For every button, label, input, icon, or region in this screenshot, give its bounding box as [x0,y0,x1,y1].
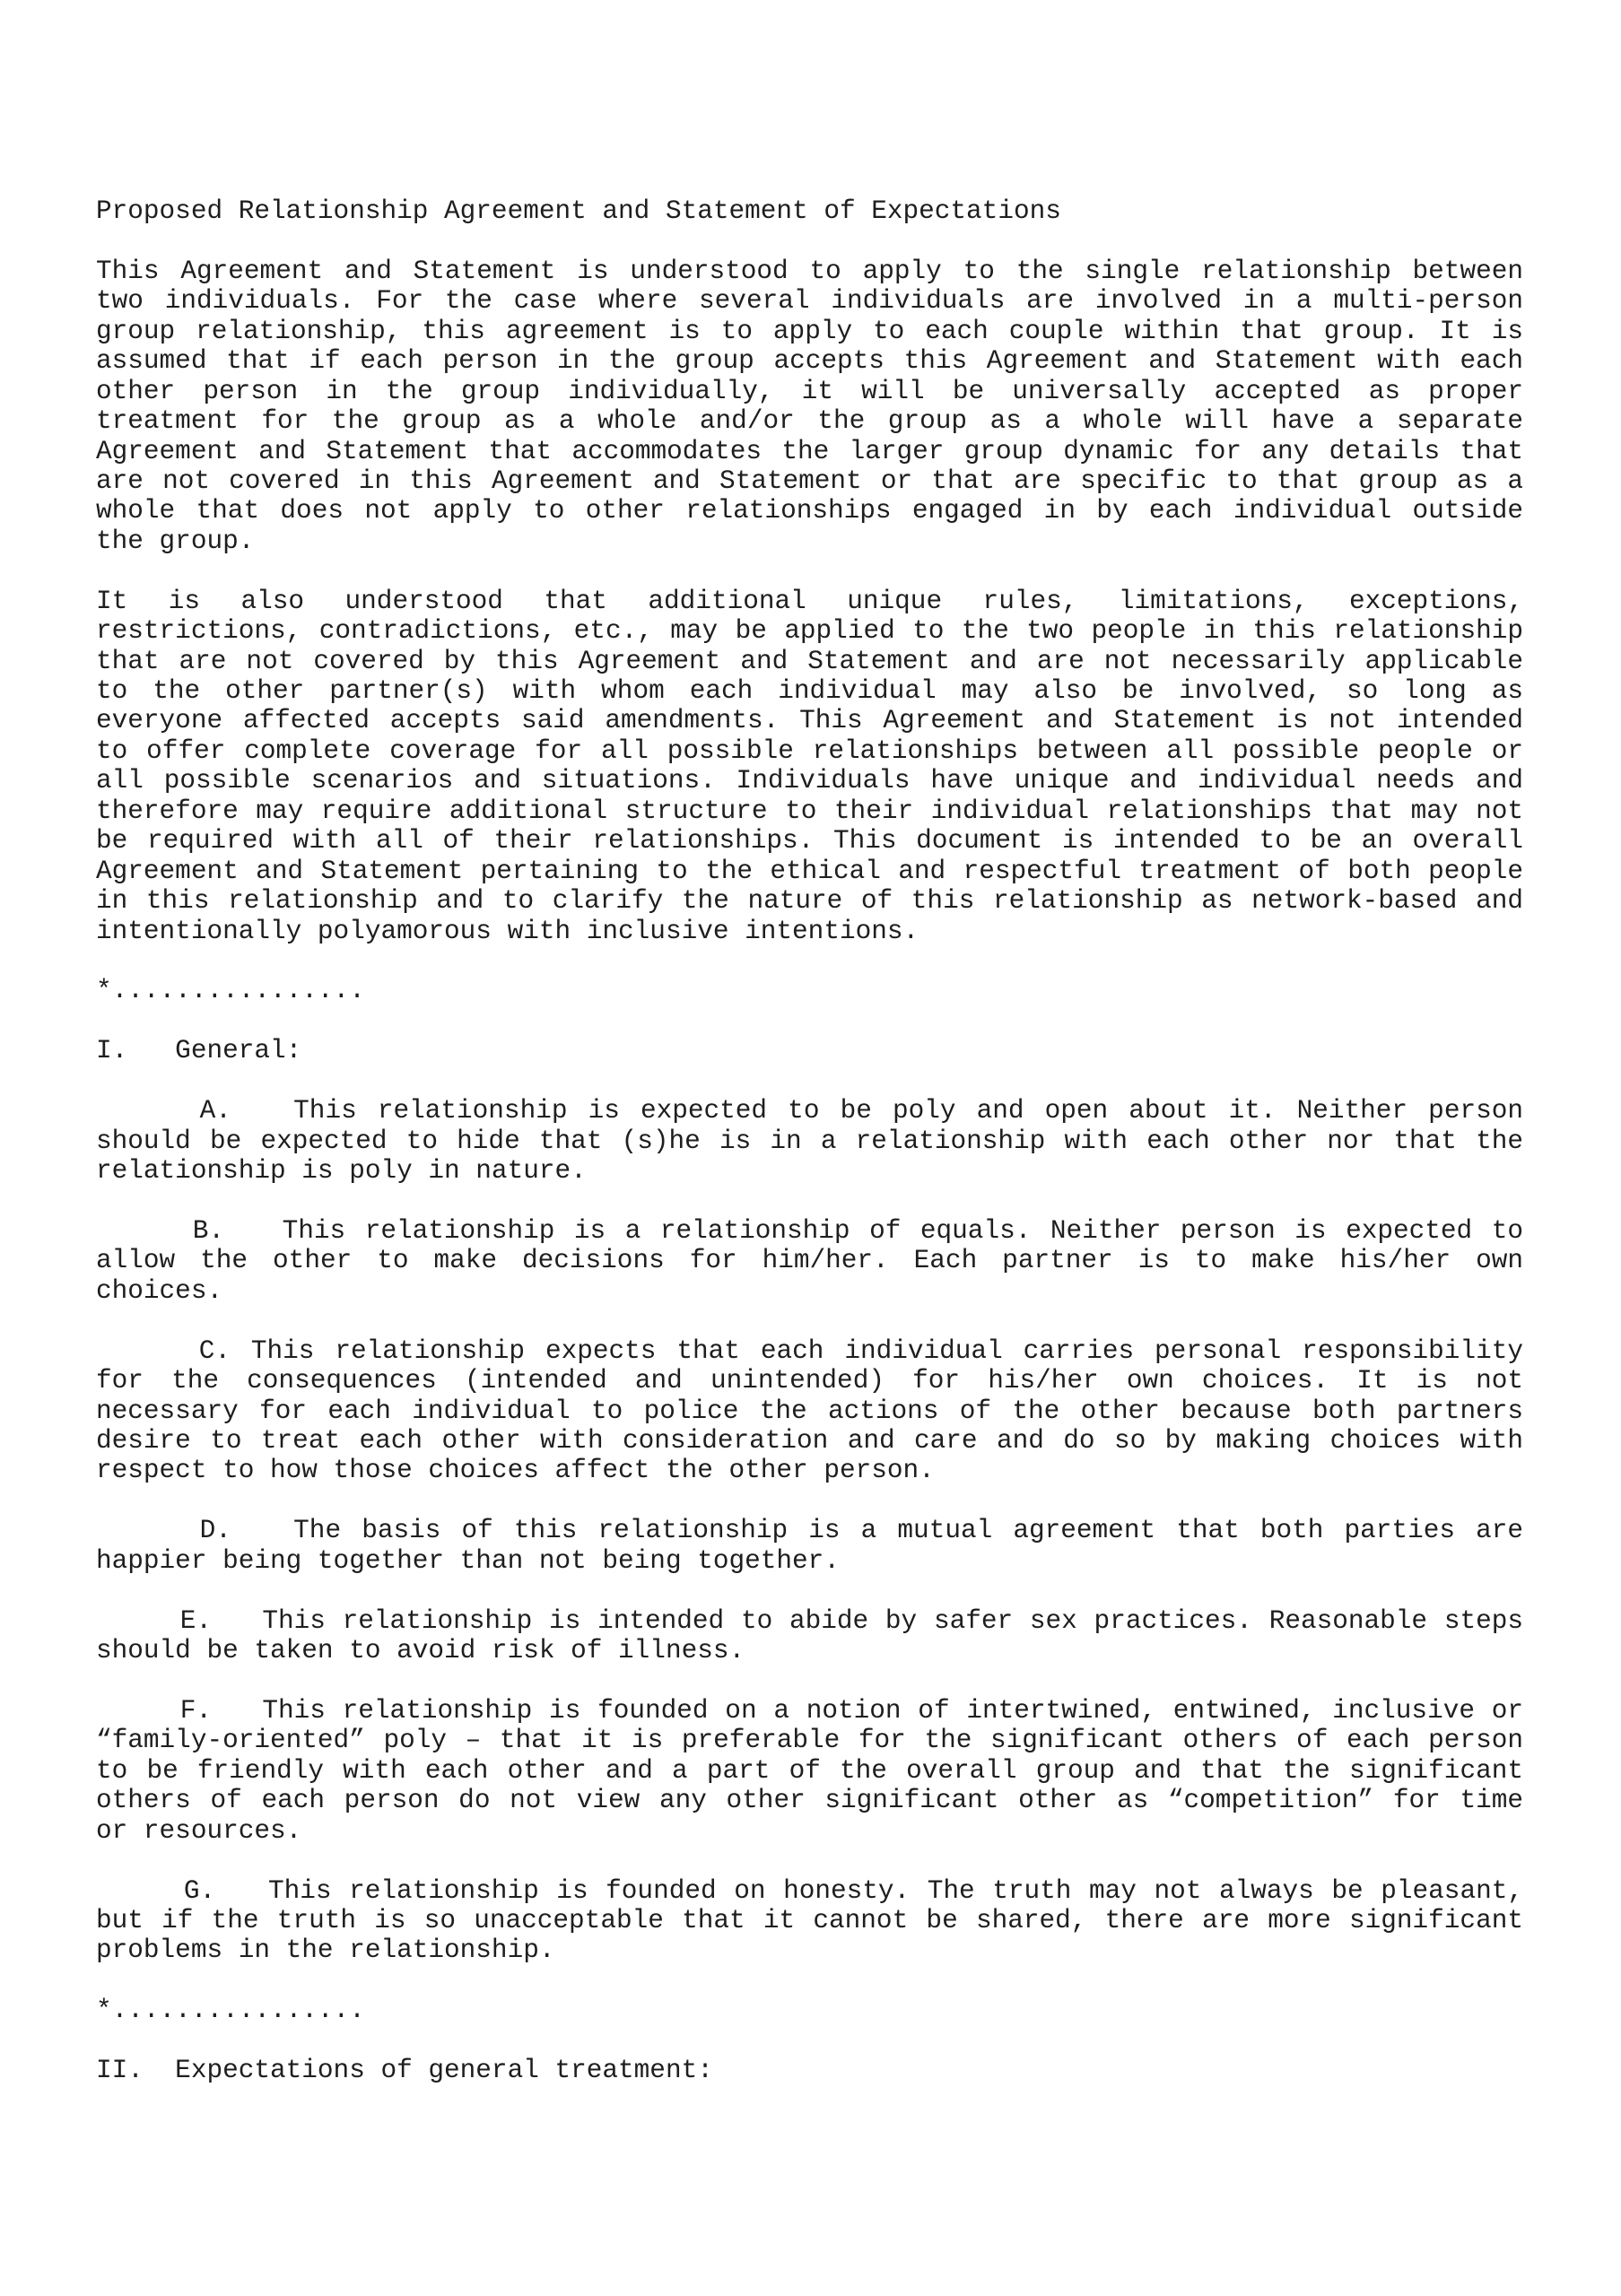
text-line: are not covered in this Agreement and Statement or that are specific to that group as a [96,465,1523,496]
text-line: should be expected to hide that (s)he is in a relationship with each other nor that the [96,1126,1523,1156]
text-line: therefore may require additional structure to their individual relationships that may not [96,796,1523,826]
document-title: Proposed Relationship Agreement and Statement of Expectations [96,196,1061,226]
text-line: the group. [96,526,255,556]
text-line: two individuals. For the case where several individuals are involved in a multi-person [96,286,1523,317]
text-line: whole that does not apply to other relationships engaged in by each individual outside [96,496,1523,526]
clause-f [96,1696,1523,1846]
text-line: be required with all of their relationships. This document is intended to be an overall [96,826,1523,857]
text-line: C. This relationship expects that each individual carries personal responsibility [96,1335,1523,1366]
text-line: It is also understood that additional unique rules, limitations, exceptions, [96,586,1523,616]
clause-g [96,1876,1523,1966]
text-line: Agreement and Statement pertaining to the ethical and respectful treatment of both people [96,856,1523,886]
section-separator: *................ [96,1996,365,2026]
text-line: intentionally polyamorous with inclusive intentions. [96,916,919,946]
text-line: group relationship, this agreement is to apply to each couple within that group. It is [96,316,1523,346]
intro-paragraph-2 [96,587,1523,946]
text-line: necessary for each individual to police the actions of the other because both partners [96,1396,1523,1426]
text-line: Agreement and Statement that accommodates the larger group dynamic for any details that [96,436,1523,466]
text-line: restrictions, contradictions, etc., may be applied to the two people in this relationship [96,616,1523,647]
intro-paragraph-1 [96,257,1523,556]
document-body [96,196,1523,2086]
text-line: A. This relationship is expected to be poly and open about it. Neither person [96,1096,1524,1126]
text-line: allow the other to make decisions for him/her. Each partner is to make his/her own [96,1246,1523,1276]
text-line: problems in the relationship. [96,1935,555,1966]
text-line: F. This relationship is founded on a notion of intertwined, entwined, inclusive or [96,1695,1524,1726]
clause-e [96,1606,1523,1666]
text-line: in this relationship and to clarify the nature of this relationship as network-based and [96,886,1523,917]
text-line: relationship is poly in nature. [96,1156,587,1186]
section-heading-general: I. General: [96,1036,302,1066]
clause-a [96,1096,1523,1186]
text-line: This Agreement and Statement is understood to apply to the single relationship between [96,256,1523,286]
text-line: assumed that if each person in the group accepts this Agreement and Statement with each [96,346,1523,377]
text-line: but if the truth is so unacceptable that it cannot be shared, there are more significant [96,1905,1523,1935]
text-line: other person in the group individually, it will be universally accepted as proper [96,376,1523,406]
text-line: treatment for the group as a whole and/or the group as a whole will have a separate [96,406,1523,437]
text-line: choices. [96,1275,223,1306]
text-line: E. This relationship is intended to abide by safer sex practices. Reasonable steps [96,1605,1524,1636]
section-heading-expectations: II. Expectations of general treatment: [96,2056,713,2086]
clause-c [96,1336,1523,1486]
text-line: “family-oriented” poly – that it is preferable for the significant others of each person [96,1726,1523,1756]
text-line: to offer complete coverage for all possible relationships between all possible people or [96,735,1523,766]
text-line: should be taken to avoid risk of illness. [96,1636,745,1665]
text-line: everyone affected accepts said amendments. This Agreement and Statement is not intended [96,706,1523,736]
text-line: B. This relationship is a relationship of equals. Neither person is expected to [96,1215,1524,1246]
text-line: to be friendly with each other and a part of the overall group and that the significant [96,1755,1523,1786]
text-line: G. This relationship is founded on honesty. The truth may not always be pleasant, [96,1875,1523,1906]
text-line: for the consequences (intended and unintended) for his/her own choices. It is not [96,1366,1523,1396]
text-line: to the other partner(s) with whom each individual may also be involved, so long as [96,676,1523,706]
text-line: D. The basis of this relationship is a mutual agreement that both parties are [96,1516,1524,1546]
text-line: respect to how those choices affect the other person. [96,1456,935,1486]
text-line: all possible scenarios and situations. Individuals have unique and individual needs and [96,766,1523,796]
text-line: others of each person do not view any other significant other as “competition” for time [96,1786,1523,1816]
text-line: that are not covered by this Agreement and Statement and are not necessarily applicable [96,646,1523,676]
clause-b [96,1216,1523,1306]
text-line: happier being together than not being together. [96,1545,840,1576]
text-line: desire to treat each other with consideration and care and do so by making choices with [96,1425,1523,1456]
clause-d [96,1516,1523,1576]
text-line: or resources. [96,1815,302,1846]
section-separator: *................ [96,976,365,1006]
